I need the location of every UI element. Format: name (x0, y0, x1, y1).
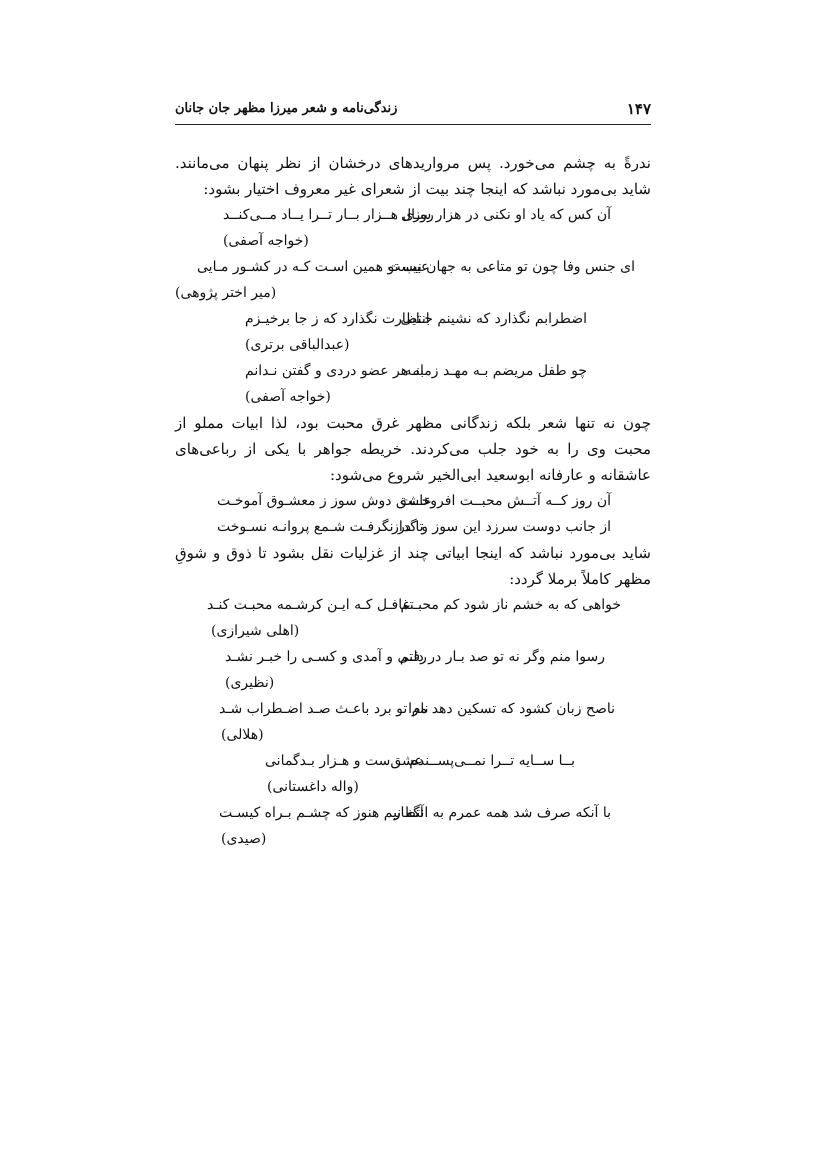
running-title: زندگی‌نامه و شعر میرزا مظهر جان جانان (175, 101, 398, 116)
hemistich-first: آن کس که یاد او نکنی در هزار سـال (400, 207, 611, 223)
verse-line (175, 592, 651, 618)
poet-attribution-line (175, 332, 651, 358)
hemistich-second: آگه نیم هنوز که چشـم بـراه کیسـت (219, 805, 424, 821)
poem-block-1 (175, 202, 651, 410)
page-header (175, 98, 651, 125)
poet-attribution: (خواجه آصفی) (245, 389, 331, 405)
hemistich-first: ناصح زبان کشود که تسکین دهد مرا (408, 701, 615, 717)
paragraph-text: شاید بی‌مورد نباشد که اینجا ابیاتی چند از غزلیات نقل بشود تا ذوق و شوقِ مظهر کاملاً برملا گردد: (175, 544, 651, 588)
verse-line (175, 644, 651, 670)
paragraph-ghazal (175, 540, 651, 592)
hemistich-first: از جانب دوست سرزد این سوز و گداز (392, 519, 611, 535)
hemistich-second: به هر عضو دردی و گفتن نـدانم (245, 363, 424, 379)
page-number: ۱۴۷ (626, 100, 651, 118)
hemistich-second: غافـل کـه ایـن کرشـمه محبـت کنـد (207, 597, 410, 613)
verse-line (175, 696, 651, 722)
paragraph-text: چون نه تنها شعر بلکه زندگانی مظهر غرق محبت بود، لذا ابیات مملو از محبت وی را به خود جلب می‌کردند. خریطه جواهر با یکی از رباعی‌های عاشقانه و عارفانه ابوسعید ابی‌الخیر شروع می‌شود: (175, 414, 651, 484)
hemistich-second: تا در نگرفـت شـمع پروانـه نسـوخت (217, 519, 424, 535)
verse-line (175, 202, 651, 228)
hemistich-second: عاشق دوش سوز ز معشـوق آموخـت (217, 493, 432, 509)
poet-attribution-line (175, 774, 651, 800)
hemistich-first: بــا ســایه تــرا نمــی‌پســندم (409, 753, 575, 769)
poet-attribution: (صیدی) (221, 831, 267, 847)
hemistich-second: عیب تو همین اسـت کـه در کشـور مـایی (197, 259, 430, 275)
poet-attribution-line (175, 228, 651, 254)
poet-attribution-line (175, 384, 651, 410)
hemistich-second: عشق‌ست و هـزار بـدگمانی (265, 753, 423, 769)
quatrain-block (175, 488, 651, 540)
hemistich-first: با آنکه صرف شد همه عمرم به انتظار (393, 805, 611, 821)
hemistich-second: رفتی و آمدی و کسـی را خبـر نشـد (225, 649, 427, 665)
poet-attribution: (واله داغستانی) (267, 779, 359, 795)
poem-block-2 (175, 592, 651, 852)
poet-attribution: (خواجه آصفی) (223, 233, 309, 249)
paragraph-text: ندرةً به چشم می‌خورد. پس مرواریدهای درخشان از نظر پنهان می‌مانند. شاید بی‌مورد نباشد که اینجا چند بیت از شعرای غیر معروف اختیار بشود: (175, 154, 651, 198)
poet-attribution: (عبدالباقی برتری) (245, 337, 350, 353)
hemistich-second: نام تو برد باعـث صـد اضـطراب شـد (219, 701, 429, 717)
poet-attribution-line (175, 280, 651, 306)
hemistich-first: اضطرابم نگذارد که نشینم جـایی (400, 311, 587, 327)
poet-attribution: (هلالی) (221, 727, 264, 743)
poet-attribution: (نظیری) (225, 675, 275, 691)
poet-attribution-line (175, 722, 651, 748)
hemistich-first: خواهی که به خشم ناز شود کم محبـتم (400, 597, 621, 613)
verse-line (175, 254, 651, 280)
verse-line (175, 488, 651, 514)
poet-attribution: (اهلی شیرازی) (211, 623, 300, 639)
verse-line (175, 514, 651, 540)
paragraph-love (175, 410, 651, 488)
verse-line (175, 748, 651, 774)
poet-attribution-line (175, 670, 651, 696)
hemistich-first: چو طفل مریضم بـه مهـد زمانـه (404, 363, 587, 379)
verse-line (175, 306, 651, 332)
verse-line (175, 358, 651, 384)
hemistich-first: ای جنس وفا چون تو متاعی به جهان نیست (387, 259, 635, 275)
hemistich-first: رسوا منم وگر نه تو صد بـار در دلـم (399, 649, 605, 665)
verse-line (175, 800, 651, 826)
paragraph-intro (175, 150, 651, 202)
poet-attribution-line (175, 826, 651, 852)
poet-attribution-line (175, 618, 651, 644)
hemistich-second: روزی هــزار بــار تــرا یــاد مــی‌کنــد (223, 207, 434, 223)
poet-attribution: (میر اختر پژوهی) (175, 285, 277, 301)
hemistich-second: انتظارت نگذارد که ز جا برخیـزم (245, 311, 430, 327)
hemistich-first: آن روز کــه آتــش محبــت افروخــت (399, 493, 611, 509)
